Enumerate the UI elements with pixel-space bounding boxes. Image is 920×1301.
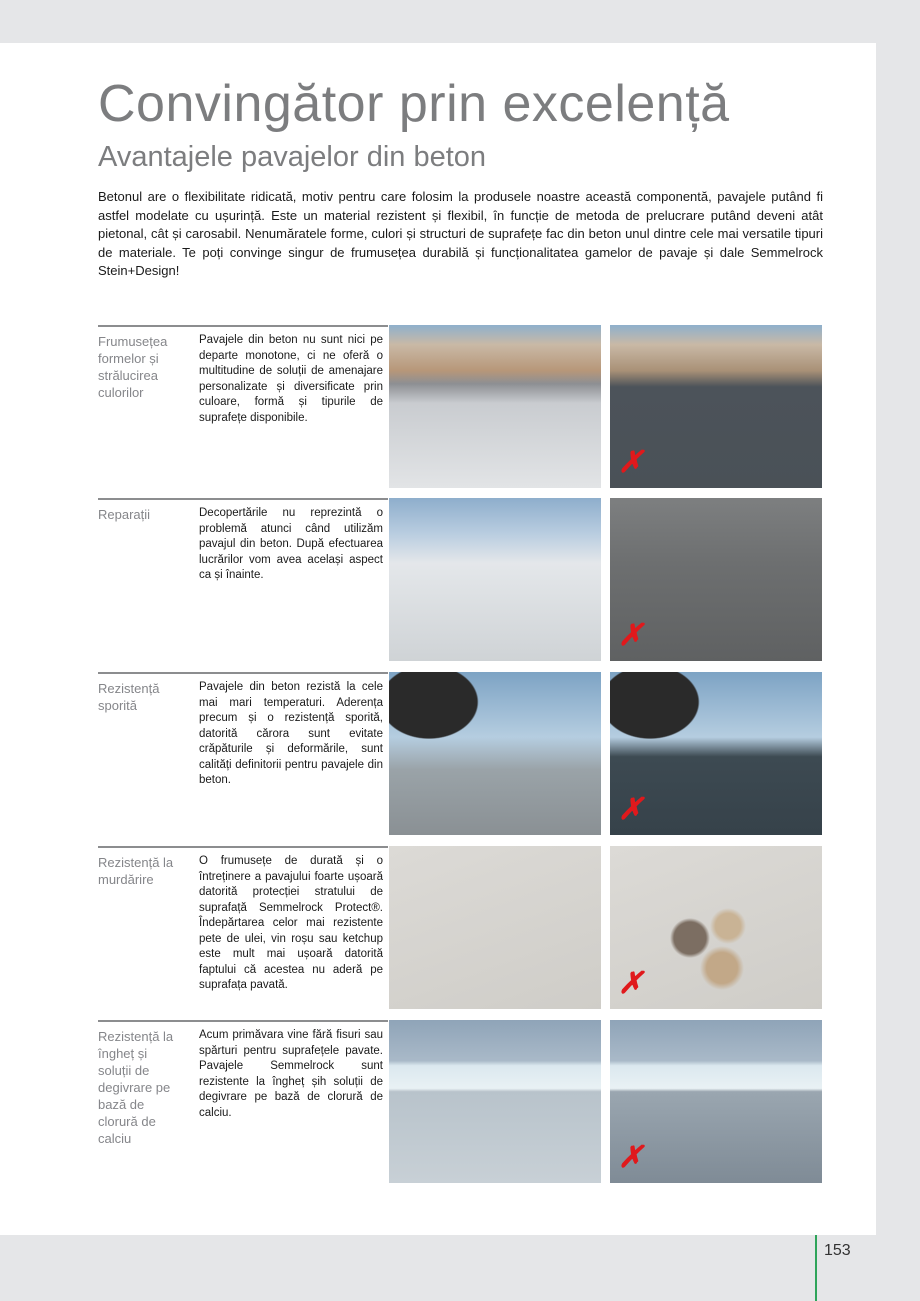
photo-stained-slabs (610, 846, 822, 1009)
divider (98, 325, 388, 327)
feature-description: Pavajele din beton rezistă la cele mai mari temperaturi. Aderența precum și o rezistență sporită, datorită cărora sunt evitate crăpăturile și deformările, sunt calități definitorii pentru pavajele din beton. (199, 681, 383, 786)
feature-label: Frumusețea formelor și strălucirea culorilor (98, 334, 168, 400)
x-mark-icon: ✗ (618, 967, 644, 1000)
feature-description: Acum primăvara vine fără fisuri sau spărturi pentru suprafețele pavate. Pavajele Semmelrock sunt rezistente la îngheț șih soluții de degivrare pe bază de clorură de calciu. (199, 1029, 383, 1119)
x-mark-icon: ✗ (618, 1141, 644, 1174)
footer-divider (815, 1235, 817, 1301)
photo-asphalt-tire (610, 672, 822, 835)
divider (98, 672, 388, 674)
page-subtitle: Avantajele pavajelor din beton (98, 141, 487, 173)
page-number: 153 (824, 1242, 851, 1259)
feature-description: O frumusețe de durată și o întreținere a pavajului foarte ușoară datorită protecției stratului de suprafață Semmelrock Protect®. Îndepărtarea celor mai rezistente pete de ulei, vin roșu sau ketchup este mult mai ușoară datorită faptului că acestea nu aderă pe suprafața pavată. (199, 855, 383, 991)
x-mark-icon: ✗ (618, 793, 644, 826)
divider (98, 498, 388, 500)
x-mark-icon: ✗ (618, 619, 644, 652)
photo-paver-repair (389, 498, 601, 661)
feature-row-repairs (98, 498, 822, 662)
feature-row-beauty (98, 325, 822, 489)
photo-concrete-square (389, 325, 601, 488)
divider (98, 846, 388, 848)
feature-row-frost-resistance (98, 1020, 822, 1184)
feature-label: Rezistență sporită (98, 681, 160, 713)
photo-frost-damage (610, 1020, 822, 1183)
feature-description: Pavajele din beton nu sunt nici pe departe monotone, ci ne oferă o multitudine de soluții de amenajare personalizate și diversificate prin culoare, formă și tipurile de suprafețe disponibile. (199, 334, 383, 424)
feature-row-resistance (98, 672, 822, 836)
feature-label: Rezistență la îngheț și soluții de degivrare pe bază de clorură de calciu (98, 1029, 174, 1146)
photo-asphalt-square (610, 325, 822, 488)
feature-row-dirt-resistance (98, 846, 822, 1010)
photo-paver-tire (389, 672, 601, 835)
page-title: Convingător prin excelență (98, 75, 730, 133)
feature-label: Rezistență la murdărire (98, 855, 174, 887)
x-mark-icon: ✗ (618, 446, 644, 479)
feature-label: Reparații (98, 507, 151, 522)
feature-description: Decopertările nu reprezintă o problemă atunci când utilizăm pavajul din beton. După efectuarea lucrărilor vom avea același aspect ca și înainte. (199, 507, 383, 581)
photo-frost-paver (389, 1020, 601, 1183)
intro-paragraph: Betonul are o flexibilitate ridicată, motiv pentru care folosim la produsele noastre această componentă, pavajele putând fi astfel modelate cu ușurință. Este un material rezistent și flexibil, în funcție de metoda de prelucrare putând deveni atât pietonal, cât și carosabil. Nenumăratele forme, culori și structuri de suprafețe fac din beton unul dintre cele mai versatile tipuri de materiale. Te poți convinge singur de frumusețea durabilă și funcționalitatea gamelor de pavaje și dale Semmelrock Stein+Design! (98, 189, 823, 278)
photo-clean-slabs (389, 846, 601, 1009)
divider (98, 1020, 388, 1022)
photo-asphalt-patch (610, 498, 822, 661)
